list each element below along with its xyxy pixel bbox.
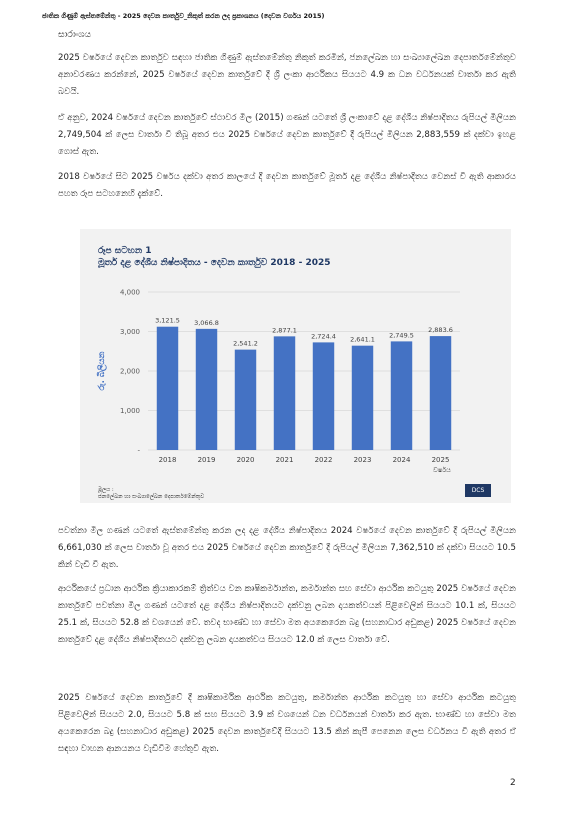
x-tick-label: 2023 [353,456,372,464]
x-tick-label: 2018 [158,456,177,464]
data-label: 3,121.5 [155,316,180,325]
x-tick-label: 2021 [275,456,294,464]
dcs-logo: DCS [465,484,491,497]
bar [196,329,217,450]
y-tick-label: 1,000 [119,407,140,415]
bar [313,342,334,450]
y-tick-label: 2,000 [119,367,140,376]
chart-title-line2: මූර්ත දළ දේශීය නිෂ්පාදිතය - දෙවන කාර්තුව 2018 - 2025 [98,258,331,268]
x-tick-label: 2024 [392,456,411,464]
bar [274,336,295,450]
bar [157,327,178,450]
y-tick-label: 4,000 [119,288,140,297]
section-heading: සාරාංශය [58,30,92,40]
x-tick-label: 2022 [314,456,333,464]
data-label: 2,883.6 [428,326,453,335]
paragraph-5: ආර්ථිකයේ ප්‍රධාන ආර්ථික ක්‍රියාකාරකම් ත්‍රිත්වය වන කෘෂිකර්මාන්ත, කර්මාන්ත සහ සේවා ආර්ථික කටයුතු 2025 වර්ෂයේ දෙවන කාර්තුවේ පවත්නා මිල ගණන් යටතේ දළ දේශීය නිෂ්පාදිතයට දක්වනු ලබන දායකත්වයන් පිළිවෙලින් සියයට 10.1 ක්, සියයට 25.1 ක්, සියයට 52.8 ක් වශයෙන් වේ. තවද භාණ්ඩ හා සේවා මත අයකෙරෙන බදු (සහනාධාර අඩුකළ) 2025 වර්ෂයේ දෙවන කාර්තුවේ දළ දේශීය නිෂ්පාදිතයට දක්වනු ලබන දායකත්වය සියයට 12.0 ක් ලෙස වාර්තා වේ. [58,584,516,645]
y-tick-label: 3,000 [119,328,140,336]
bar-chart [80,229,511,479]
paragraph-1: 2025 වර්ෂයේ දෙවන කාර්තුව සඳහා ජාතික ගිණුම් ඇස්තමේන්තු නිකුත් කරමින්, ජනලේඛන හා සංඛ්‍යාලේඛන දෙපාර්තමේන්තුව අනාවරණය කරන්නේ, 2025 වර්ෂයේ දෙවන කාර්තුවේ දී ශ්‍රී ලංකා ආර්ථිකය සියයට 4.9 ක ධන වර්ධනයක් වාර්තා කර ඇති බවයි. [58,53,516,97]
data-label: 2,724.4 [311,332,336,341]
bar [235,350,256,450]
x-axis-label: වර්ෂය [433,466,451,474]
data-label: 2,749.5 [389,331,414,340]
x-tick-label: 2020 [236,456,255,464]
data-label: 2,641.1 [350,335,375,344]
y-tick-label: - [137,446,140,455]
x-tick-label: 2025 [431,456,450,464]
chart-source [98,487,204,501]
paragraph-6: 2025 වර්ෂයේ දෙවන කාර්තුවේ දී කෘෂිකාර්මික ආර්ථික කටයුතු, කර්මාන්ත ආර්ථික කටයුතු හා සේවා ආර්ථික කටයුතු පිළිවෙලින් සියයට 2.0, සියයට 5.8 ක් සහ සියයට 3.9 ක් වශයෙන් ධන වර්ධනයන් වාර්තා කර ඇත. භාණ්ඩ හා සේවා මත අයකෙරෙන බදු (සහනාධාර අඩුකළ) 2025 දෙවන කාර්තුවේදී සියයට 13.5 කින් කැපී පෙනෙන ලෙස වර්ධනය වී ඇති අතර ඒ සඳහා වාහන ආනයනය වැඩිවීම හේතුවී ඇත. [58,693,516,754]
data-label: 2,541.2 [233,339,258,348]
paragraph-4: පවත්නා මිල ගණන් යටතේ ඇස්තමේන්තු කරන ලද දළ දේශීය නිෂ්පාදිතය 2024 වර්ෂයේ දෙවන කාර්තුවේ දී රුපියල් මිලියන 6,661,030 ක් ලෙස වාර්තා වූ අතර එය 2025 වර්ෂයේ දෙවන කාර්තුවේ දී රුපියල් මිලියන 7,362,510 ක් දක්වා සියයට 10.5 කින් වැඩි වී ඇත. [58,526,516,570]
page-number: 2 [510,778,516,788]
y-axis-label: රු. බිලියන [97,351,107,391]
bar [430,336,451,450]
data-label: 2,877.1 [272,326,297,335]
source-text: ජනලේඛන හා සංඛ්‍යාලේඛන දෙපාර්තමේන්තුව [98,494,205,500]
chart-figure [80,229,511,503]
bar [352,346,373,450]
source-label: මූලය : [98,487,114,493]
chart-title-line1: රූප සටහන 1 [98,246,152,256]
paragraph-3: 2018 වර්ෂයේ සිට 2025 වර්ෂය දක්වා අතර කාලයේ දී දෙවන කාර්තුවේ මූර්ත දළ දේශීය නිෂ්පාදිතය වෙනස් වී ඇති ආකාරය පහත රූප සටහනෙහි දැක්වේ. [58,172,516,199]
running-header: ජාතික ගිණුම් ඇස්තමේන්තු - 2025 දෙවන කාර්තුව_නිකුත් කරන ලද ප්‍රකාශනය (දෙවන වර්ගය 2015) [42,12,325,20]
bar [391,341,412,450]
paragraph-2: ඒ අනුව, 2024 වර්ෂයේ දෙවන කාර්තුවේ ස්ථාවර මිල (2015) ගණන් යටතේ ශ්‍රී ලංකාවේ දළ දේශීය නිෂ්පාදිතය රුපියල් මිලියන 2,749,504 ක් ලෙස වාර්තා වී තිබූ අතර එය 2025 වර්ෂයේ දෙවන කාර්තුවේ දී රුපියල් මිලියන 2,883,559 ක් දක්වා ඉහළ ගොස් ඇත. [58,113,516,157]
x-tick-label: 2019 [197,456,216,464]
data-label: 3,066.8 [194,318,219,327]
